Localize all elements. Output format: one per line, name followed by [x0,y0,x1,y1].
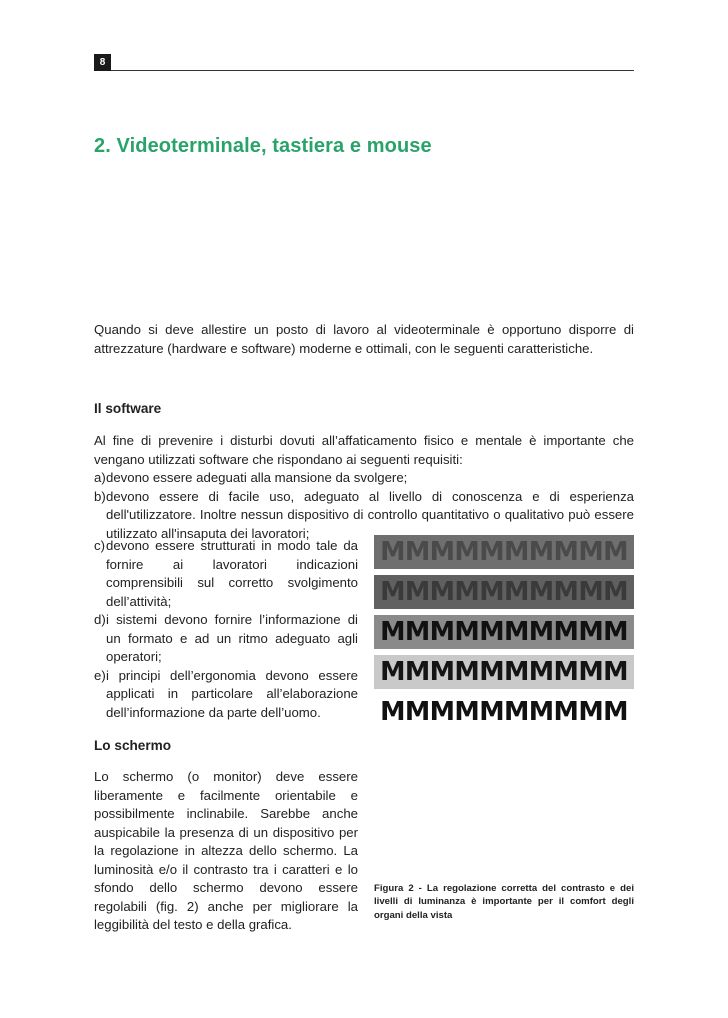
requirement-item-d [94,611,358,667]
contrast-band [374,695,634,729]
requirement-label: b) [94,488,106,504]
intro-paragraph: Quando si deve allestire un posto di lavoro al videoterminale è opportuno disporre di attrezzature (hardware e software) moderne e ottimali, con le seguenti caratteristiche. [94,322,634,356]
contrast-figure [374,535,634,735]
requirements-list-column [94,537,358,722]
requirement-text: devono essere strutturati in modo tale da fornire ai lavoratori indicazioni comprensibili sul corretto svolgimento dell’attività; [106,538,358,609]
chapter-title: 2. Videoterminale, tastiera e mouse [94,135,432,157]
screen-heading: Lo schermo [94,738,172,753]
sample-text-row: MMMMMMMMMM [380,537,628,567]
requirement-label: e) [94,667,106,683]
screen-paragraph: Lo schermo (o monitor) deve essere liberamente e facilmente orientabile e possibilmente inclinabile. Sarebbe anche auspicabile la presenza di un dispositivo per la regolazione in altezza dello schermo. La luminosità e/o il contrasto tra i caratteri e lo sfondo dello schermo devono essere regolabili (fig. 2) anche per migliorare la leggibilità del testo e della grafica. [94,769,358,932]
requirements-list-top [94,469,634,543]
requirements-list-bottom [94,537,358,722]
contrast-band [374,575,634,609]
requirement-text: i sistemi devono fornire l’informazione di un formato e ad un ritmo adeguato agli operatori; [106,612,358,664]
requirement-label: a) [94,470,106,485]
software-heading: Il software [94,401,162,416]
requirement-text: devono essere adeguati alla mansione da svolgere; [106,470,408,485]
header-rule [111,70,634,71]
requirement-text: devono essere di facile uso, adeguato al livello di conoscenza e di esperienza dell'utilizzatore. Inoltre nessun dispositivo di controllo quantitativo o qualitativo può essere utilizzato all'insaputa dei lavoratori; [106,488,634,541]
requirement-item-c [94,537,358,611]
contrast-band [374,535,634,569]
sample-text-row: MMMMMMMMMM [380,617,628,647]
requirement-text: i principi dell’ergonomia devono essere applicati in particolare all’elaborazione dell’informazione da parte dell’uomo. [106,667,358,720]
requirement-item-e [94,667,358,723]
sample-text-row: MMMMMMMMMM [380,657,628,687]
requirement-label: c) [94,538,105,553]
page-number: 8 [94,54,111,71]
sample-text-row: MMMMMMMMMM [380,697,628,727]
sample-text-row: MMMMMMMMMM [380,577,628,607]
software-section [94,432,634,543]
requirement-item-a [94,469,634,488]
software-intro: Al fine di prevenire i disturbi dovuti all’affaticamento fisico e mentale è importante che vengano utilizzati software che rispondano ai seguenti requisiti: [94,433,634,467]
figure-caption: Figura 2 - La regolazione corretta del contrasto e dei livelli di luminanza è importante per il comfort degli organi della vista [374,883,634,921]
requirement-label: d) [94,612,106,627]
contrast-band [374,615,634,649]
contrast-band [374,655,634,689]
